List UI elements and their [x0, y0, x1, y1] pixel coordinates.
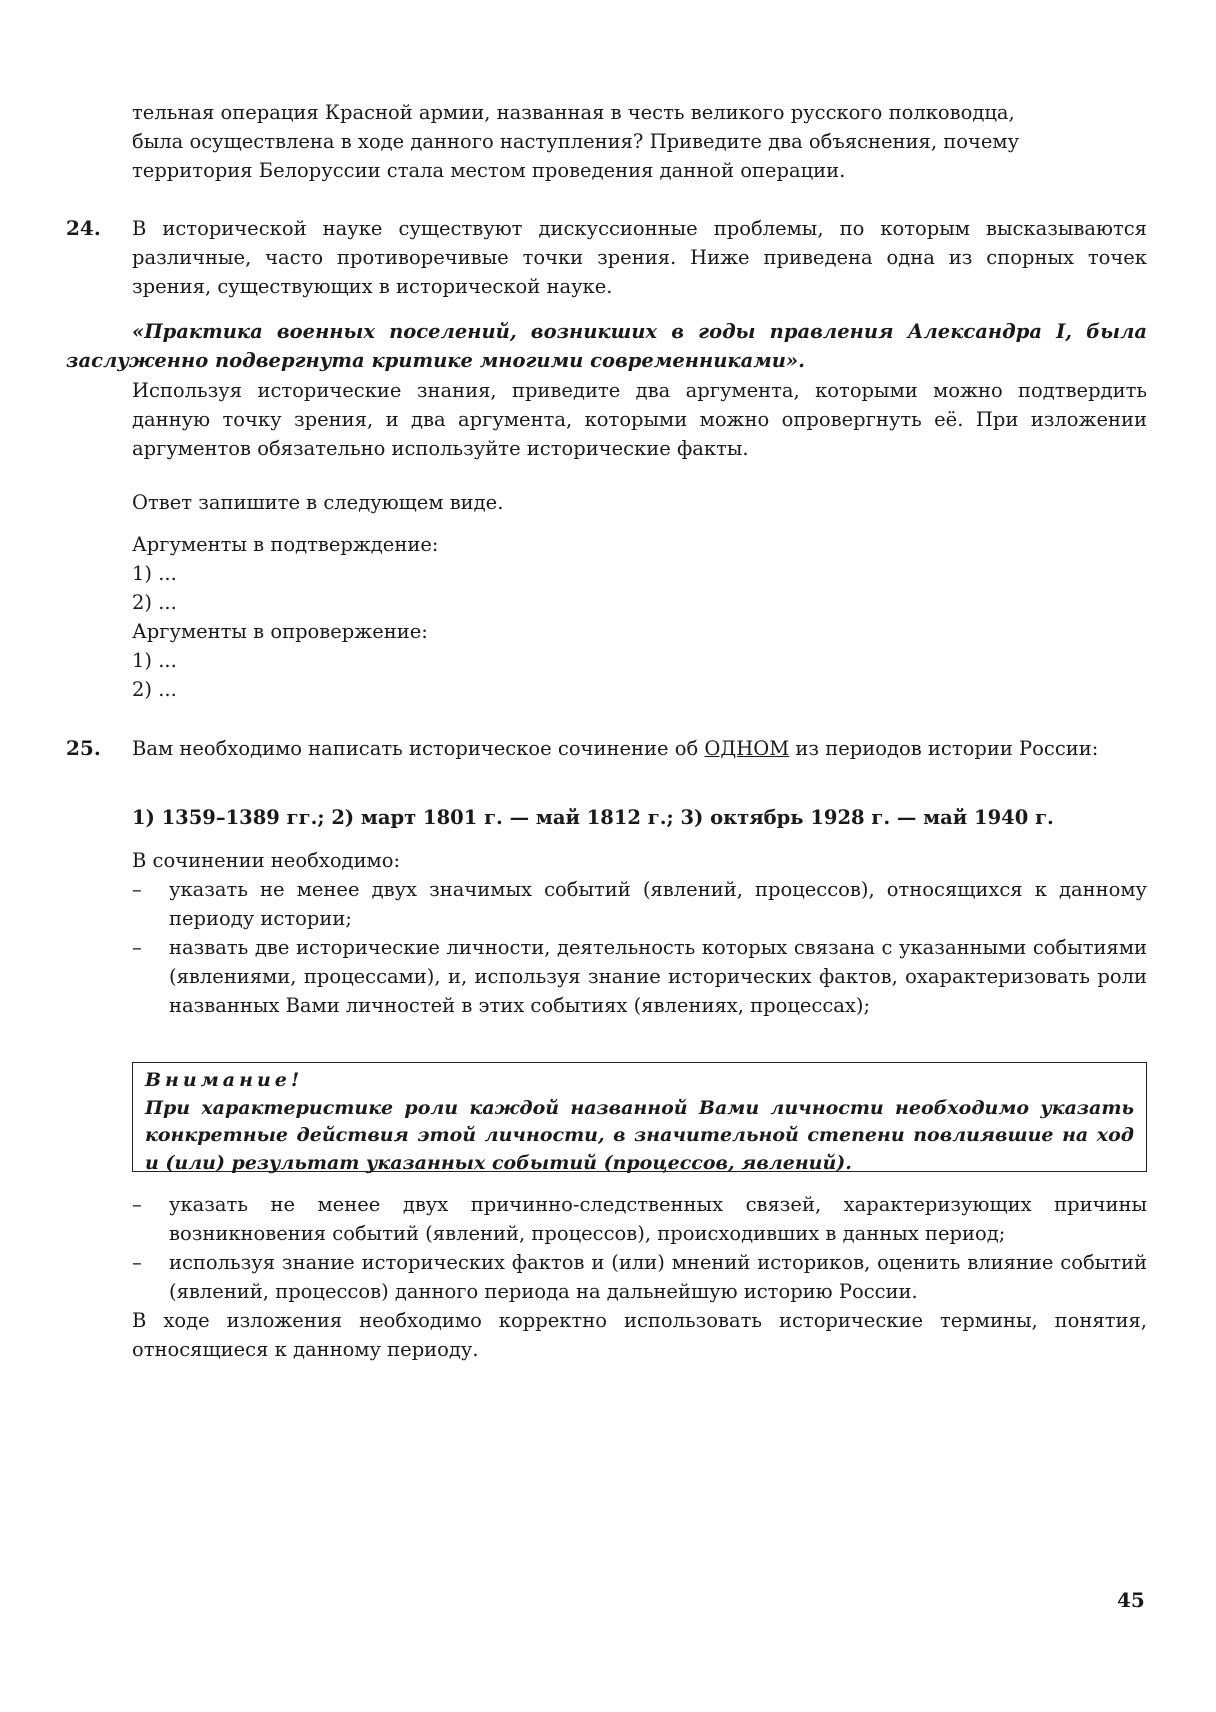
warning-title: Внимание!: [145, 1069, 304, 1091]
requirements-header: В сочинении необходимо:: [132, 849, 401, 872]
confirm-header: Аргументы в подтверждение:: [132, 533, 439, 556]
task-25-number: 25.: [66, 736, 101, 760]
task-25-closing: [132, 1306, 1147, 1364]
task-24-quote: «Практика военных поселений, возникших в годы правления Александра I, была заслуженно подвергнута критике многими современниками».: [66, 320, 1147, 372]
task-25-requirements-b: [132, 1190, 1147, 1306]
intro-line: тельная операция Красной армии, названная в честь великого русского полководца,: [132, 101, 1015, 124]
refute-item: 2) ...: [132, 678, 177, 701]
intro-line: территория Белоруссии стала местом проведения данной операции.: [132, 159, 846, 182]
task-24-intro-text: В исторической науке существуют дискуссионные проблемы, по которым высказываются различные, часто противоречивые точки зрения. Ниже приведена одна из спорных точек зрения, существующих в исторической науке.: [132, 217, 1147, 298]
requirement-item: – назвать две исторические личности, деятельность которых связана с указанными событиями (явлениями, процессами), и, используя знание исторических фактов, охарактеризовать роли названных Вами личностей в этих событиях (явлениях, процессах);: [132, 936, 1147, 1017]
task-25-requirements-a: [132, 846, 1147, 1020]
task-24-intro: [132, 214, 1147, 301]
page-number: 45: [1117, 1588, 1145, 1612]
one-period-emphasis: ОДНОМ: [704, 737, 790, 760]
task-24-number: 24.: [66, 216, 101, 240]
refute-item: 1) ...: [132, 649, 177, 672]
confirm-item: 1) ...: [132, 562, 177, 585]
task-25-intro-text: Вам необходимо написать историческое сочинение об ОДНОМ из периодов истории России:: [132, 737, 1099, 760]
previous-task-continuation: [132, 98, 1147, 185]
intro-line: была осуществлена в ходе данного наступления? Приведите два объяснения, почему: [132, 130, 1020, 153]
refute-header: Аргументы в опровержение:: [132, 620, 428, 643]
requirement-item: – используя знание исторических фактов и (или) мнений историков, оценить влияние событий (явлений, процессов) данного периода на дальнейшую историю России.: [132, 1251, 1147, 1303]
confirm-item: 2) ...: [132, 591, 177, 614]
task-24-instruction: [132, 376, 1147, 463]
answer-format-text: Ответ запишите в следующем виде.: [132, 491, 504, 514]
task-24-answer-template: [132, 530, 1147, 704]
task-25-intro: [132, 734, 1147, 763]
requirement-item: – указать не менее двух значимых событий (явлений, процессов), относящихся к данному периоду истории;: [132, 878, 1147, 930]
task-24-answer-format: [132, 488, 1147, 517]
task-25-periods: [132, 803, 1147, 832]
task-24-instruction-text: Используя исторические знания, приведите два аргумента, которыми можно подтвердить данную точку зрения, и два аргумента, которыми можно опровергнуть её. При изложении аргументов обязательно используйте исторические факты.: [132, 379, 1147, 460]
warning-text: При характеристике роли каждой названной Вами личности необходимо указать конкретные действия этой личности, в значительной степени повлиявшие на ход и (или) результат указанных событий (процессов, явлений).: [145, 1096, 1134, 1174]
requirement-item: – указать не менее двух причинно-следственных связей, характеризующих причины возникновения событий (явлений, процессов), происходивших в данных период;: [132, 1193, 1147, 1245]
warning-box: [132, 1062, 1147, 1172]
closing-text: В ходе изложения необходимо корректно использовать исторические термины, понятия, относящиеся к данному периоду.: [132, 1309, 1147, 1361]
periods-text: 1) 1359–1389 гг.; 2) март 1801 г. — май 1812 г.; 3) октябрь 1928 г. — май 1940 г.: [132, 806, 1054, 829]
